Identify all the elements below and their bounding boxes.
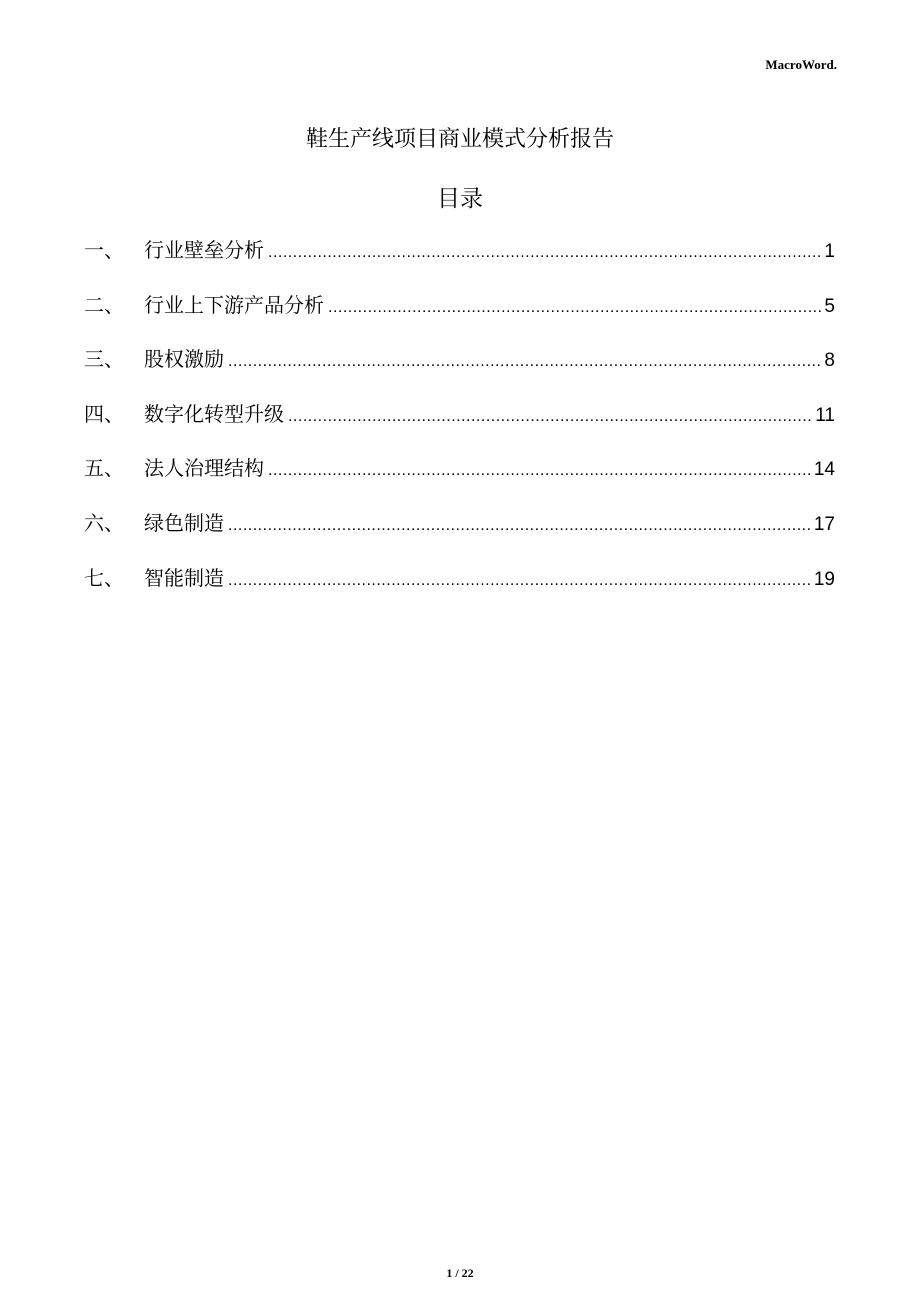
toc-entry[interactable] (84, 234, 835, 289)
toc-dot-leader (328, 299, 822, 317)
toc-entry[interactable] (84, 452, 835, 507)
toc-dot-leader (268, 462, 812, 480)
toc-dot-leader (228, 517, 812, 535)
toc-entry[interactable] (84, 343, 835, 398)
toc-entry-page: 5 (824, 295, 835, 317)
toc-entry-page: 19 (813, 568, 835, 590)
toc-entry-number: 四、 (84, 401, 124, 426)
toc-dot-leader (228, 572, 812, 590)
toc-entry-label: 行业壁垒分析 (144, 238, 264, 262)
toc-entry-label: 绿色制造 (144, 510, 224, 535)
toc-entry-number: 五、 (84, 456, 124, 481)
toc-entry-number: 三、 (84, 347, 124, 372)
table-of-contents (84, 234, 835, 616)
toc-dot-leader (288, 408, 813, 426)
toc-entry-label: 法人治理结构 (144, 456, 264, 481)
toc-entry-page: 1 (824, 241, 835, 262)
toc-heading: 目录 (437, 186, 483, 212)
toc-entry-label: 数字化转型升级 (144, 401, 284, 426)
toc-entry-label: 股权激励 (144, 347, 224, 372)
toc-entry-page: 8 (824, 350, 835, 372)
toc-entry-page: 14 (813, 459, 835, 481)
toc-entry[interactable] (84, 562, 835, 617)
toc-entry-number: 七、 (84, 565, 124, 590)
toc-entry-page: 17 (813, 513, 835, 535)
toc-entry[interactable] (84, 289, 835, 344)
toc-entry-label: 智能制造 (144, 565, 224, 590)
document-title: 鞋生产线项目商业模式分析报告 (305, 127, 614, 152)
page-number: 1 / 22 (446, 1266, 474, 1280)
toc-entry-number: 六、 (84, 510, 124, 535)
toc-dot-leader (228, 353, 822, 371)
header-brand: MacroWord. (765, 57, 837, 72)
toc-entry-number: 二、 (84, 292, 124, 317)
toc-entry[interactable] (84, 507, 835, 562)
toc-dot-leader (268, 244, 822, 262)
toc-entry[interactable] (84, 398, 835, 453)
toc-entry-page: 11 (815, 404, 835, 426)
toc-entry-number: 一、 (84, 238, 124, 262)
toc-entry-label: 行业上下游产品分析 (144, 292, 324, 317)
